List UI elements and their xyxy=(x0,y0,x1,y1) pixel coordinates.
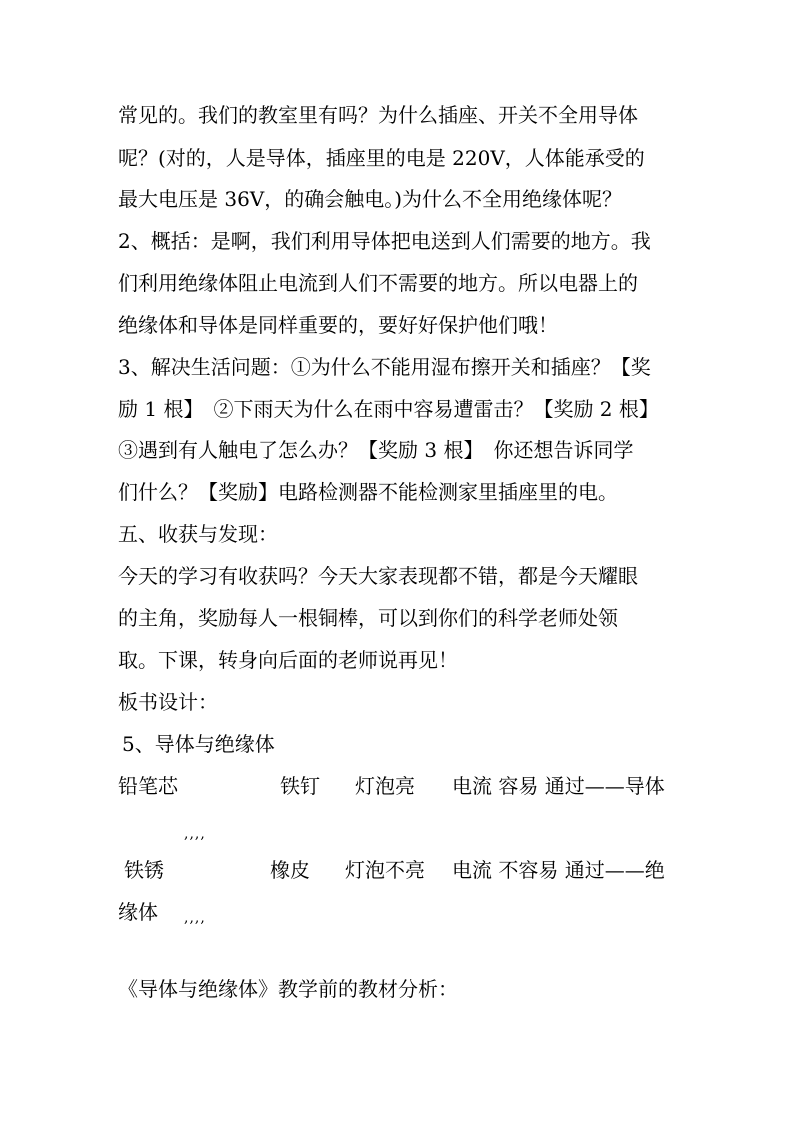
board-marks: ,,,, xyxy=(184,910,206,926)
paragraph-line: 3、解决生活问题：①为什么不能用湿布擦开关和插座？【奖 xyxy=(118,355,651,379)
board-cell: 灯泡亮 xyxy=(355,774,415,798)
board-cell: 灯泡不亮 xyxy=(345,858,425,882)
paragraph-line: 2、概括：是啊，我们利用导体把电送到人们需要的地方。我 xyxy=(118,229,651,253)
paragraph-line: 最大电压是 36V，的确会触电。)为什么不全用绝缘体呢？ xyxy=(118,187,623,211)
paragraph-line: 取。下课，转身向后面的老师说再见！ xyxy=(118,648,458,672)
section-heading: 板书设计： xyxy=(118,690,218,714)
footer-line: 《导体与绝缘体》教学前的教材分析： xyxy=(118,977,458,1001)
paragraph-line: 们利用绝缘体阻止电流到人们不需要的地方。所以电器上的 xyxy=(118,271,638,295)
paragraph-line: 今天的学习有收获吗？今天大家表现都不错，都是今天耀眼 xyxy=(118,564,638,588)
paragraph-line: 们什么？【奖励】电路检测器不能检测家里插座里的电。 xyxy=(118,480,618,504)
section-heading: 五、收获与发现： xyxy=(118,522,278,546)
board-cell: 电流 容易 通过——导体 xyxy=(452,774,665,798)
board-cell: 电流 不容易 通过——绝 xyxy=(452,858,665,882)
board-title: 5、导体与绝缘体 xyxy=(122,732,275,756)
board-cell: 铅笔芯 xyxy=(118,774,178,798)
paragraph-line: 绝缘体和导体是同样重要的，要好好保护他们哦！ xyxy=(118,313,558,337)
board-cell: 橡皮 xyxy=(270,858,310,882)
board-cell: 铁锈 xyxy=(124,858,164,882)
board-cell: 缘体 xyxy=(118,900,158,924)
paragraph-line: 常见的。我们的教室里有吗？为什么插座、开关不全用导体 xyxy=(118,103,638,127)
paragraph-line: 励 1 根】 ②下雨天为什么在雨中容易遭雷击？【奖励 2 根】 xyxy=(118,397,659,421)
paragraph-line: 的主角，奖励每人一根铜棒，可以到你们的科学老师处领 xyxy=(118,606,618,630)
paragraph-line: ③遇到有人触电了怎么办？【奖励 3 根】 你还想告诉同学 xyxy=(118,438,634,462)
board-cell: 铁钉 xyxy=(280,774,320,798)
paragraph-line: 呢？(对的，人是导体，插座里的电是 220V，人体能承受的 xyxy=(118,146,645,170)
board-marks: ,,,, xyxy=(184,826,206,842)
